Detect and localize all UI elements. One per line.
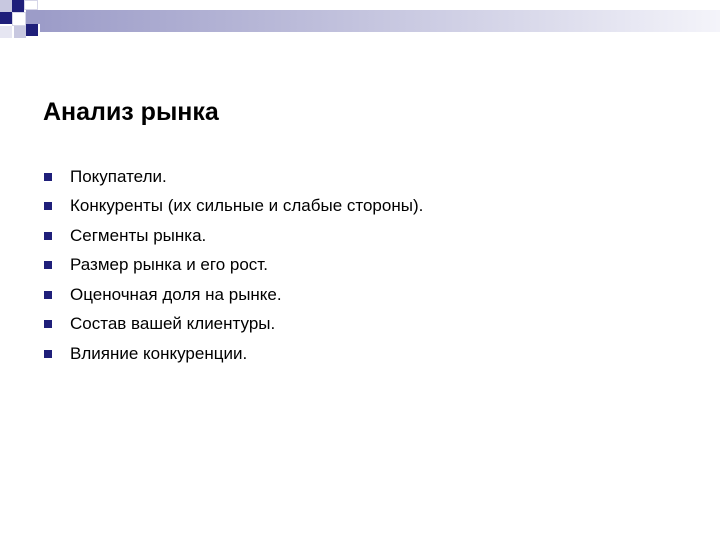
header-decor-bar	[40, 10, 720, 32]
bullet-text: Состав вашей клиентуры.	[70, 314, 276, 334]
square-bullet-icon	[44, 202, 52, 210]
square-bullet-icon	[44, 173, 52, 181]
decor-square	[26, 24, 38, 36]
bullet-item	[44, 221, 423, 251]
bullet-list	[44, 162, 423, 369]
bullet-text: Размер рынка и его рост.	[70, 255, 268, 275]
decor-square	[0, 12, 12, 24]
slide-title: Анализ рынка	[43, 98, 219, 126]
square-bullet-icon	[44, 320, 52, 328]
decor-square	[0, 0, 12, 12]
bullet-text: Влияние конкуренции.	[70, 343, 248, 363]
bullet-text: Покупатели.	[70, 166, 167, 186]
decor-square	[26, 10, 40, 24]
bullet-text: Конкуренты (их сильные и слабые стороны).	[70, 196, 424, 216]
decor-square	[14, 26, 26, 38]
bullet-item	[44, 162, 423, 192]
bullet-item	[44, 339, 423, 369]
bullet-item	[44, 310, 423, 340]
square-bullet-icon	[44, 350, 52, 358]
bullet-text: Сегменты рынка.	[70, 225, 207, 245]
bullet-item	[44, 280, 423, 310]
square-bullet-icon	[44, 261, 52, 269]
bullet-text: Оценочная доля на рынке.	[70, 284, 282, 304]
square-bullet-icon	[44, 232, 52, 240]
decor-square	[24, 0, 38, 10]
bullet-item	[44, 192, 423, 222]
bullet-item	[44, 251, 423, 281]
square-bullet-icon	[44, 291, 52, 299]
decor-square	[12, 12, 26, 26]
decor-square	[12, 0, 24, 12]
decor-square	[0, 26, 12, 38]
